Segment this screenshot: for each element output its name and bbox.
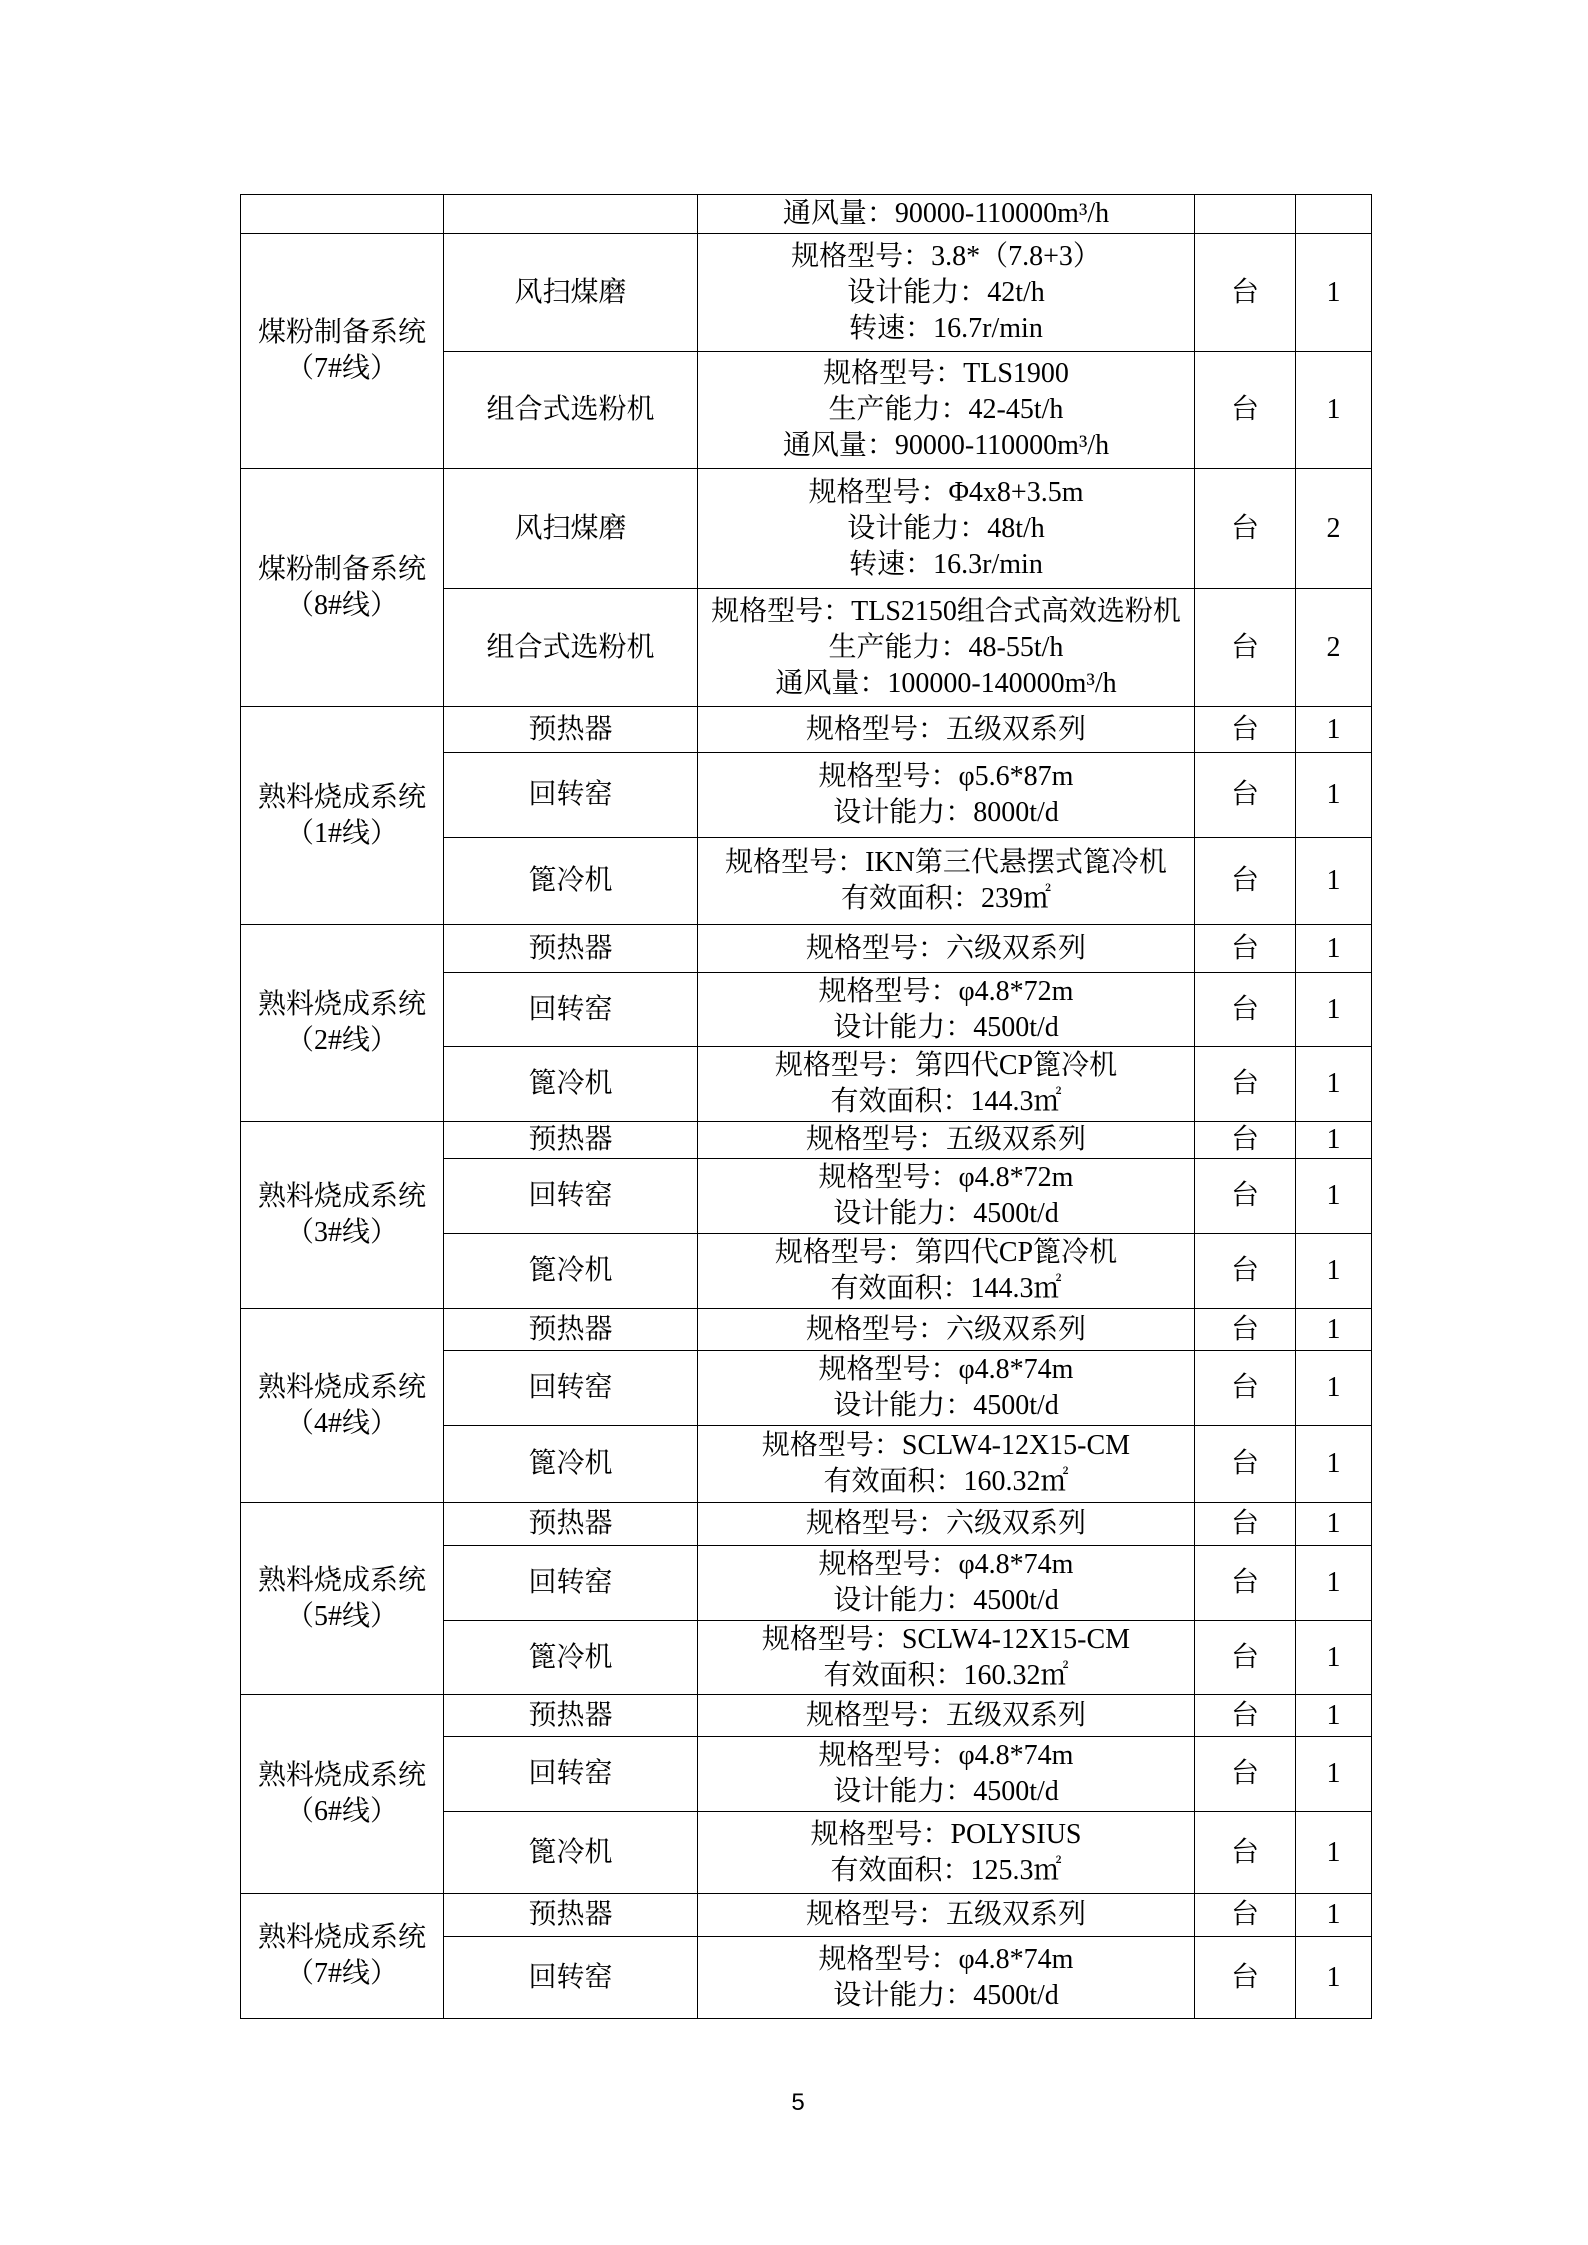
spec-cell [698,1122,1195,1159]
spec-line: 规格型号：TLS1900 [823,358,1069,389]
spec-line: 设计能力：4500t/d [833,1011,1059,1043]
equipment-cell: 预热器 [444,1503,698,1546]
spec-cell [698,234,1195,352]
equipment-cell [444,195,698,234]
quantity-cell: 1 [1296,925,1372,973]
system-line-label: （6#线） [285,1796,398,1827]
page-number: 5 [791,2089,805,2116]
spec-line: 通风量：90000-110000m³/h [782,430,1110,461]
system-cell [241,469,444,707]
equipment-cell: 篦冷机 [444,1047,698,1122]
spec-cell [698,469,1195,589]
unit-cell: 台 [1195,352,1296,469]
spec-cell [698,1047,1195,1122]
unit-cell: 台 [1195,234,1296,352]
equipment-cell: 回转窑 [444,1737,698,1812]
quantity-cell: 1 [1296,1309,1372,1351]
spec-line: 规格型号：TLS2150组合式高效选粉机 [711,595,1181,627]
unit-cell: 台 [1195,753,1296,838]
spec-line: 规格型号：3.8*（7.8+3） [791,240,1101,272]
spec-cell [698,973,1195,1047]
system-name: 熟料烧成系统 [257,1922,426,1953]
quantity-cell: 1 [1296,753,1372,838]
system-line-label: （7#线） [285,353,398,384]
equipment-cell: 预热器 [444,707,698,753]
spec-line: 设计能力：4500t/d [833,1198,1059,1229]
table-row [241,1894,1372,1937]
spec-cell [698,1159,1195,1234]
table-row [241,1122,1372,1159]
unit-cell: 台 [1195,1122,1296,1159]
unit-cell: 台 [1195,838,1296,925]
spec-cell [698,925,1195,973]
spec-line: 规格型号：φ4.8*72m [818,975,1074,1007]
equipment-cell: 篦冷机 [444,1812,698,1894]
quantity-cell: 1 [1296,1737,1372,1812]
unit-cell: 台 [1195,973,1296,1047]
spec-line: 设计能力：42t/h [847,276,1045,308]
spec-line: 有效面积：144.3㎡ [830,1086,1062,1117]
unit-cell: 台 [1195,1812,1296,1894]
unit-cell: 台 [1195,1047,1296,1122]
spec-line: 有效面积：125.3㎡ [830,1854,1062,1886]
quantity-cell [1296,195,1372,234]
quantity-cell: 1 [1296,1812,1372,1894]
spec-line: 规格型号：五级双系列 [805,1699,1086,1731]
system-cell [241,234,444,469]
spec-line: 设计能力：4500t/d [833,1390,1059,1421]
spec-line: 规格型号：六级双系列 [805,932,1086,964]
table-row [241,1695,1372,1737]
unit-cell: 台 [1195,1309,1296,1351]
system-cell [241,1503,444,1695]
unit-cell: 台 [1195,925,1296,973]
spec-cell [698,1309,1195,1351]
spec-cell [698,707,1195,753]
spec-cell [698,589,1195,707]
spec-cell [698,1695,1195,1737]
table-row-continuation [241,195,1372,234]
spec-line: 通风量：100000-140000m³/h [775,667,1117,699]
spec-line: 生产能力：42-45t/h [828,394,1064,425]
spec-line: 规格型号：φ4.8*74m [818,1549,1074,1580]
system-cell [241,1309,444,1503]
spec-cell [698,1737,1195,1812]
spec-line: 通风量：90000-110000m³/h [782,198,1110,229]
system-line-label: （8#线） [285,589,398,621]
spec-cell [698,1234,1195,1309]
quantity-cell: 1 [1296,838,1372,925]
system-cell [241,195,444,234]
spec-line: 规格型号：五级双系列 [805,1899,1086,1930]
spec-line: 规格型号：POLYSIUS [810,1818,1082,1850]
unit-cell: 台 [1195,589,1296,707]
system-name: 熟料烧成系统 [257,1181,426,1212]
unit-cell: 台 [1195,1937,1296,2019]
spec-line: 规格型号：五级双系列 [805,1124,1086,1155]
quantity-cell: 1 [1296,1621,1372,1695]
system-name: 熟料烧成系统 [257,989,426,1020]
spec-line: 生产能力：48-55t/h [828,631,1064,663]
equipment-cell: 篦冷机 [444,838,698,925]
spec-cell [698,195,1195,234]
spec-line: 设计能力：4500t/d [833,1585,1059,1616]
unit-cell: 台 [1195,1894,1296,1937]
system-line-label: （2#线） [285,1025,398,1056]
quantity-cell: 2 [1296,469,1372,589]
system-line-label: （7#线） [285,1958,398,1989]
spec-cell [698,1426,1195,1503]
spec-cell [698,1503,1195,1546]
spec-line: 规格型号：φ4.8*74m [818,1943,1074,1975]
unit-cell: 台 [1195,1503,1296,1546]
spec-cell [698,1812,1195,1894]
unit-cell: 台 [1195,707,1296,753]
system-name: 熟料烧成系统 [257,1564,426,1596]
table-row [241,234,1372,352]
unit-cell: 台 [1195,1737,1296,1812]
quantity-cell: 1 [1296,1047,1372,1122]
unit-cell: 台 [1195,1695,1296,1737]
quantity-cell: 1 [1296,1122,1372,1159]
table-row [241,1309,1372,1351]
unit-cell [1195,195,1296,234]
equipment-cell: 预热器 [444,1309,698,1351]
equipment-cell: 回转窑 [444,973,698,1047]
spec-line: 转速：16.3r/min [849,548,1043,580]
quantity-cell: 1 [1296,973,1372,1047]
equipment-cell: 预热器 [444,1122,698,1159]
spec-cell [698,1894,1195,1937]
unit-cell: 台 [1195,1426,1296,1503]
equipment-cell: 风扫煤磨 [444,469,698,589]
unit-cell: 台 [1195,1234,1296,1309]
equipment-cell: 回转窑 [444,1159,698,1234]
table-row [241,707,1372,753]
table-row [241,925,1372,973]
spec-line: 设计能力：48t/h [847,512,1045,544]
quantity-cell: 1 [1296,1937,1372,2019]
spec-cell [698,352,1195,469]
quantity-cell: 1 [1296,234,1372,352]
unit-cell: 台 [1195,1546,1296,1621]
spec-cell [698,838,1195,925]
spec-line: 规格型号：Φ4x8+3.5m [808,476,1084,508]
equipment-cell: 组合式选粉机 [444,352,698,469]
spec-line: 有效面积：144.3㎡ [830,1273,1062,1304]
equipment-cell: 预热器 [444,1894,698,1937]
spec-line: 规格型号：五级双系列 [805,713,1086,745]
system-cell [241,1894,444,2019]
spec-line: 规格型号：φ4.8*74m [818,1354,1074,1385]
spec-line: 规格型号：φ5.6*87m [818,761,1074,792]
system-cell [241,925,444,1122]
table-row [241,1503,1372,1546]
spec-line: 规格型号：φ4.8*72m [818,1162,1074,1193]
spec-line: 规格型号：六级双系列 [805,1313,1086,1345]
spec-line: 有效面积：160.32㎡ [823,1659,1069,1691]
equipment-cell: 组合式选粉机 [444,589,698,707]
equipment-cell: 篦冷机 [444,1234,698,1309]
spec-line: 规格型号：SCLW4-12X15-CM [761,1623,1131,1655]
spec-line: 设计能力：8000t/d [833,797,1059,828]
quantity-cell: 1 [1296,1546,1372,1621]
system-cell [241,1695,444,1894]
quantity-cell: 1 [1296,1894,1372,1937]
system-name: 熟料烧成系统 [257,1371,426,1403]
spec-line: 规格型号：IKN第三代悬摆式篦冷机 [725,847,1167,878]
quantity-cell: 1 [1296,1234,1372,1309]
equipment-cell: 回转窑 [444,1937,698,2019]
system-line-label: （4#线） [285,1407,398,1439]
spec-line: 规格型号：第四代CP篦冷机 [774,1237,1118,1268]
spec-line: 有效面积：239㎡ [840,883,1051,914]
spec-line: 有效面积：160.32㎡ [823,1466,1069,1497]
spec-cell [698,1351,1195,1426]
spec-cell [698,753,1195,838]
quantity-cell: 1 [1296,1503,1372,1546]
spec-cell [698,1546,1195,1621]
system-name: 熟料烧成系统 [257,1760,426,1791]
spec-cell [698,1621,1195,1695]
quantity-cell: 2 [1296,589,1372,707]
unit-cell: 台 [1195,1351,1296,1426]
spec-line: 设计能力：4500t/d [833,1979,1059,2011]
spec-line: 规格型号：第四代CP篦冷机 [774,1050,1118,1081]
equipment-cell: 回转窑 [444,1351,698,1426]
spec-line: 规格型号：φ4.8*74m [818,1740,1074,1771]
system-line-label: （5#线） [285,1600,398,1632]
system-cell [241,1122,444,1309]
quantity-cell: 1 [1296,352,1372,469]
spec-cell [698,1937,1195,2019]
spec-line: 规格型号：SCLW4-12X15-CM [761,1430,1131,1461]
system-name: 煤粉制备系统 [257,317,426,348]
system-name: 熟料烧成系统 [257,781,426,813]
unit-cell: 台 [1195,469,1296,589]
unit-cell: 台 [1195,1621,1296,1695]
system-cell [241,707,444,925]
equipment-cell: 回转窑 [444,1546,698,1621]
spec-line: 转速：16.7r/min [849,312,1043,344]
spec-line: 设计能力：4500t/d [833,1776,1059,1807]
equipment-cell: 篦冷机 [444,1426,698,1503]
table-row [241,469,1372,589]
unit-cell: 台 [1195,1159,1296,1234]
system-line-label: （1#线） [285,817,398,849]
equipment-cell: 篦冷机 [444,1621,698,1695]
spec-line: 规格型号：六级双系列 [805,1508,1086,1539]
equipment-table [240,194,1372,2019]
system-name: 煤粉制备系统 [257,553,426,585]
quantity-cell: 1 [1296,1426,1372,1503]
quantity-cell: 1 [1296,1351,1372,1426]
equipment-cell: 回转窑 [444,753,698,838]
quantity-cell: 1 [1296,1159,1372,1234]
system-line-label: （3#线） [285,1217,398,1248]
quantity-cell: 1 [1296,707,1372,753]
equipment-cell: 风扫煤磨 [444,234,698,352]
quantity-cell: 1 [1296,1695,1372,1737]
equipment-cell: 预热器 [444,1695,698,1737]
equipment-cell: 预热器 [444,925,698,973]
